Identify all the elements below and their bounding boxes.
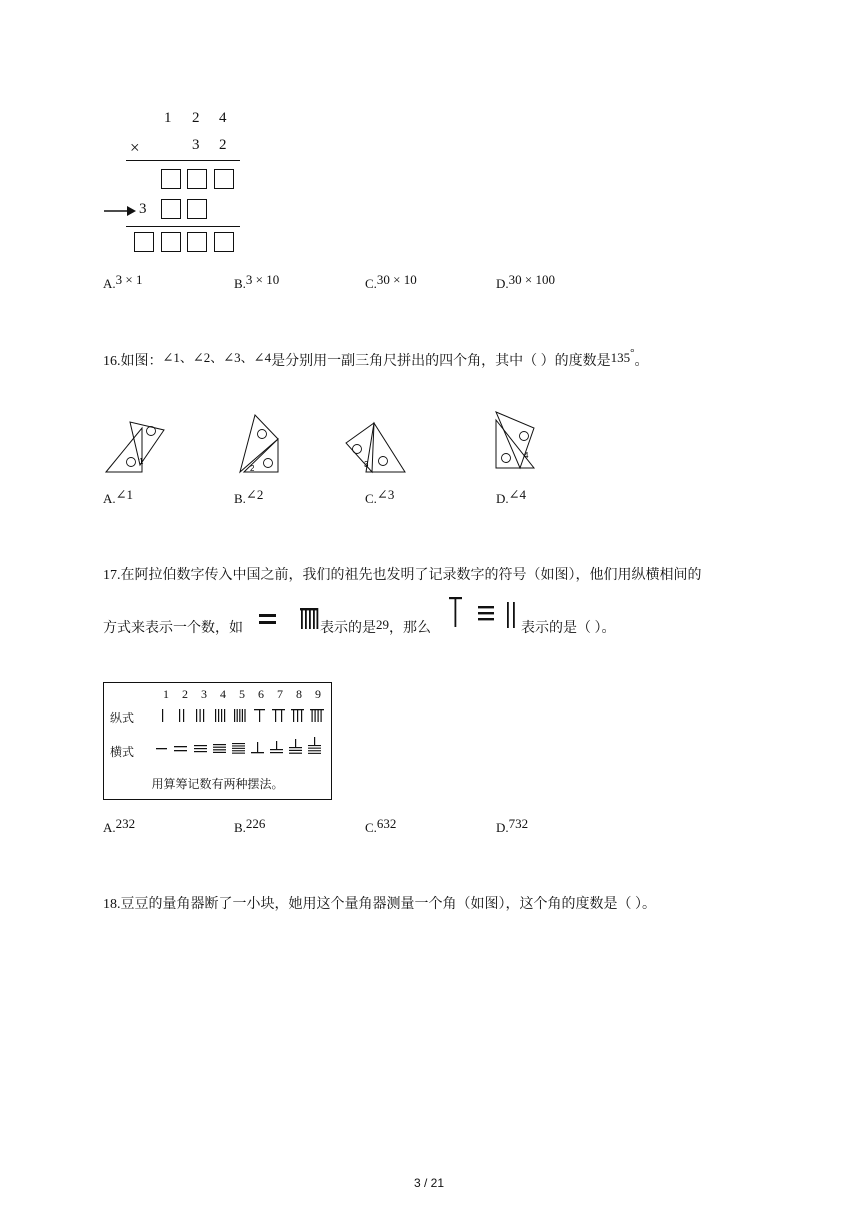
multiplier-digit: 3 [192, 137, 200, 153]
page-number: 3 / 21 [414, 1176, 445, 1190]
table-number: 7 [277, 687, 283, 701]
q16-text-a: 16.如图： [103, 354, 163, 369]
multiplicand-digit: 2 [192, 110, 200, 126]
option-d[interactable] [496, 487, 527, 507]
blank-box [214, 169, 234, 189]
angle-label: 4 [524, 451, 529, 460]
counting-rods-table [103, 682, 332, 800]
option-value: ∠4 [508, 487, 527, 502]
divider-line [126, 226, 240, 227]
option-value: 232 [115, 816, 136, 831]
option-value: 30 × 100 [508, 272, 555, 287]
option-letter: B. [234, 820, 246, 835]
option-letter: C. [365, 491, 377, 506]
table-caption: 用算筹记数有两种摆法。 [151, 777, 284, 791]
vertical-form-label: 纵式 [110, 711, 135, 725]
q17-line2-d: 表示的是（ ）。 [521, 621, 616, 636]
option-a[interactable] [103, 272, 143, 292]
q17-line1: 17.在阿拉伯数字传入中国之前，我们的祖先也发明了记录数字的符号（如图），他们用纵横相间的 [103, 568, 702, 583]
option-value: 632 [376, 816, 397, 831]
option-letter: A. [103, 276, 116, 291]
option-letter: B. [234, 491, 246, 506]
angle-1-figure [104, 413, 168, 475]
q16-angles: ∠1、∠2、∠3、∠4 [162, 350, 272, 365]
option-letter: D. [496, 276, 509, 291]
times-sign: × [130, 138, 140, 157]
q17-line2-a: 方式来表示一个数，如 [103, 621, 243, 636]
option-value: 226 [245, 816, 266, 831]
blank-box [134, 232, 154, 252]
rod-numeral-29-icon [258, 606, 320, 632]
horizontal-rods-icon [154, 737, 330, 757]
angle-2-figure [237, 413, 283, 475]
option-c[interactable] [365, 487, 395, 507]
option-letter: A. [103, 491, 116, 506]
table-number: 2 [182, 687, 188, 701]
option-c[interactable] [365, 816, 397, 836]
table-number: 6 [258, 687, 264, 701]
multiplier-digit: 2 [219, 137, 227, 153]
vertical-rods-icon [156, 707, 330, 725]
option-b[interactable] [234, 816, 266, 836]
blank-box [214, 232, 234, 252]
table-number: 5 [239, 687, 245, 701]
option-a[interactable] [103, 816, 136, 836]
option-letter: B. [234, 276, 246, 291]
blank-box [187, 169, 207, 189]
option-a[interactable] [103, 487, 134, 507]
option-value: ∠1 [115, 487, 134, 502]
option-value: 3 × 1 [115, 272, 143, 287]
q16-text-end: 。 [634, 354, 649, 369]
option-letter: D. [496, 820, 509, 835]
arrow-icon [103, 204, 137, 218]
multiplicand-digit: 1 [164, 110, 172, 126]
option-value: 3 × 10 [245, 272, 280, 287]
table-number: 1 [163, 687, 169, 701]
angle-label: 3 [364, 460, 369, 469]
option-d[interactable] [496, 816, 529, 836]
option-b[interactable] [234, 272, 280, 292]
q16-degree: 135 [610, 350, 631, 365]
option-letter: A. [103, 820, 116, 835]
q17-text: ，那么 [389, 621, 431, 636]
table-number: 4 [220, 687, 226, 701]
blank-box [161, 199, 181, 219]
q17-text: 表示的是 [320, 621, 376, 636]
option-value: ∠3 [376, 487, 395, 502]
q18-question-text: 18.豆豆的量角器断了一小块，她用这个量角器测量一个角（如图），这个角的度数是（ ）。 [103, 897, 656, 912]
horizontal-form-label: 横式 [110, 745, 135, 759]
blank-box [187, 199, 207, 219]
blank-box [161, 169, 181, 189]
q16-question-text [103, 347, 649, 370]
q16-text-b: 是分别用一副三角尺拼出的四个角，其中（ ）的度数是 [271, 354, 611, 369]
angle-label: 1 [139, 457, 144, 466]
multiplicand-digit: 4 [219, 110, 227, 126]
option-d[interactable] [496, 272, 555, 292]
option-value: 732 [508, 816, 529, 831]
option-b[interactable] [234, 487, 264, 507]
blank-box [161, 232, 181, 252]
angle-label: 2 [250, 464, 255, 473]
option-letter: C. [365, 820, 377, 835]
table-number: 9 [315, 687, 321, 701]
option-c[interactable] [365, 272, 417, 292]
divider-line [126, 160, 240, 161]
option-letter: D. [496, 491, 509, 506]
option-letter: C. [365, 276, 377, 291]
option-value: 30 × 10 [376, 272, 417, 287]
option-value: ∠2 [245, 487, 264, 502]
q17-line2-b [320, 617, 431, 637]
blank-box [187, 232, 207, 252]
degree-sign: ° [630, 347, 635, 359]
table-number: 3 [201, 687, 207, 701]
partial-prefix-digit: 3 [139, 201, 147, 217]
angle-4-figure [494, 410, 542, 472]
q17-example-value: 29 [376, 617, 389, 632]
rod-numeral-query-icon [448, 594, 520, 630]
angle-3-figure [343, 413, 409, 475]
table-number: 8 [296, 687, 302, 701]
